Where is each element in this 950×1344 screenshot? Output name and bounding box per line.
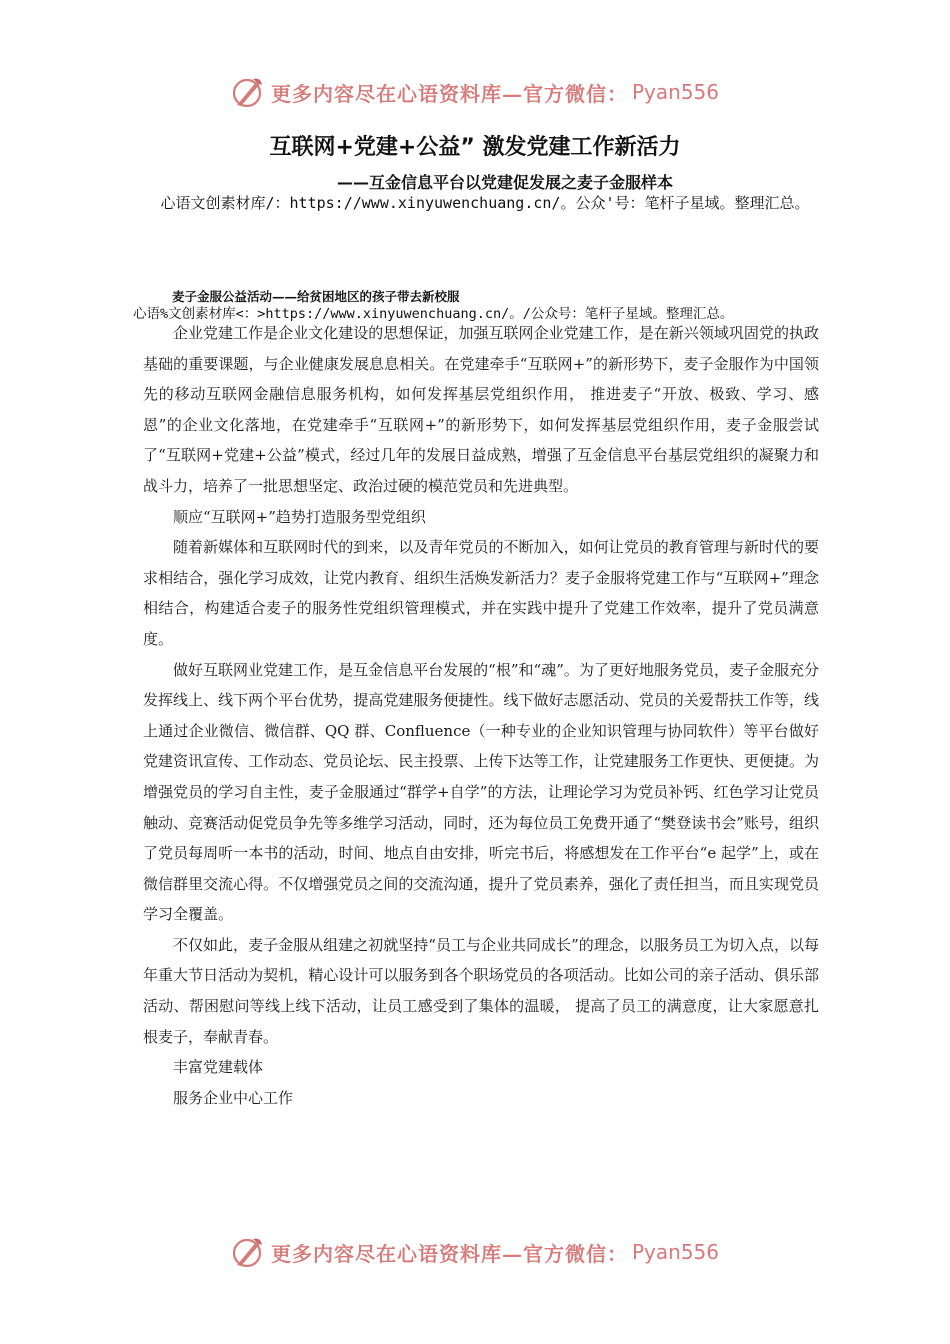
article-body — [143, 318, 819, 1113]
quill-pen-logo-icon — [231, 75, 265, 109]
banner-wechat-id: Pyan556 — [631, 1240, 719, 1264]
source-line: 心语文创素材库/：https://www.xinyuwenchuang.cn/。公众'号：笔杆子星域。整理汇总。 — [160, 194, 810, 212]
paragraph: 不仅如此，麦子金服从组建之初就坚持“员工与企业共同成长”的理念，以服务员工为切入点，以每年重大节日活动为契机，精心设计可以服务到各个职场党员的各项活动。比如公司的亲子活动、俱乐部活动、帮困慰问等线上线下活动，让员工感受到了集体的温暖， 提高了员工的满意度，让大家愿意扎根麦子，奉献青春。 — [143, 935, 819, 1046]
paragraph: 做好互联网业党建工作，是互金信息平台发展的“根”和“魂”。为了更好地服务党员，麦子金服充分发挥线上、线下两个平台优势，提高党建服务便捷性。线下做好志愿活动、党员的关爱帮扶工作等，线上通过企业微信、微信群、QQ 群、Confluence（一种专业的企业知识管理与协同软件）等平台做好党建资讯宣传、工作动态、党员论坛、民主投票、上传下达等工作，让党建服务工作更快、更便捷。为增强党员的学习自主性，麦子金服通过“群学+自学”的方法，让理论学习为党员补钙、红色学习让党员触动、竞赛活动促党员争先等多维学习活动，同时，还为每位员工免费开通了“樊登读书会”账号，组织了党员每周听一本书的活动，时间、地点自由安排，听完书后，将感想发在工作平台“e 起学”上，或在微信群里交流心得。不仅增强党员之间的交流沟通，提升了党员素养，强化了责任担当，而且实现党员学习全覆盖。 — [143, 660, 819, 924]
paragraph: 随着新媒体和互联网时代的到来，以及青年党员的不断加入，如何让党员的教育管理与新时代的要求相结合，强化学习成效，让党内教育、组织生活焕发新活力？麦子金服将党建工作与“互联网+”理念相结合，构建适合麦子的服务性党组织管理模式，并在实践中提升了党建工作效率，提升了党员满意度。 — [143, 538, 819, 648]
document-title: 互联网+党建+公益” 激发党建工作新活力 — [269, 135, 681, 160]
footer-banner — [0, 1232, 950, 1272]
source-line-secondary: 心语%文创素材库<：>https://www.xinyuwenchuang.cn/。/公众号：笔杆子星域。整理汇总。 — [133, 306, 734, 322]
section-heading: 服务企业中心工作 — [173, 1088, 294, 1107]
header-banner — [0, 72, 950, 112]
quill-pen-logo-icon — [231, 1235, 265, 1269]
banner-wechat-id: Pyan556 — [631, 80, 719, 104]
document-subtitle: ——互金信息平台以党建促发展之麦子金服样本 — [336, 173, 673, 192]
section-heading: 丰富党建载体 — [173, 1058, 264, 1077]
image-caption: 麦子金服公益活动——给贫困地区的孩子带去新校服 — [172, 289, 460, 304]
paragraph: 企业党建工作是企业文化建设的思想保证，加强互联网企业党建工作，是在新兴领域巩固党的执政基础的重要课题，与企业健康发展息息相关。在党建牵手“互联网+”的新形势下，麦子金服作为中国领先的移动互联网金融信息服务机构，如何发挥基层党组织作用， 推进麦子“开放、极致、学习、感恩”的企业文化落地，在党建牵手“互联网+”的新形势下，如何发挥基层党组织作用，麦子金服尝试了“互联网+党建+公益”模式，经过几年的发展日益成熟，增强了互金信息平台基层党组织的凝聚力和战斗力，培养了一批思想坚定、政治过硬的模范党员和先进典型。 — [143, 324, 819, 495]
section-heading: 顺应“互联网+”趋势打造服务型党组织 — [173, 507, 426, 526]
banner-text: 更多内容尽在心语资料库—官方微信： — [270, 1241, 628, 1266]
banner-text: 更多内容尽在心语资料库—官方微信： — [270, 81, 628, 106]
